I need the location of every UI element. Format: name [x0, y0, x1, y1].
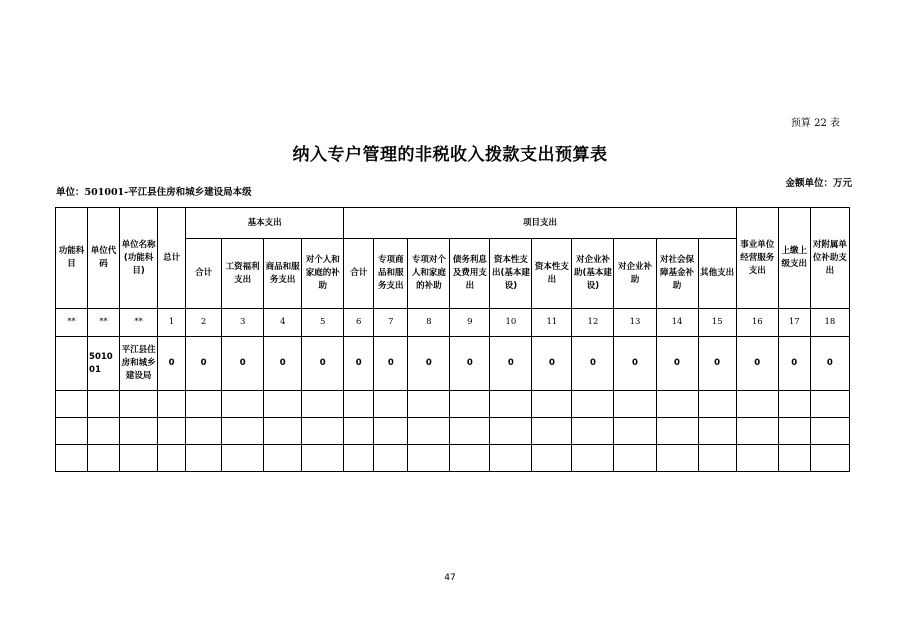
project-col-header: 债务利息及费用支出: [450, 239, 490, 309]
value-cell: 0: [344, 337, 374, 391]
value-cell: 0: [374, 337, 408, 391]
index-cell: 9: [450, 309, 490, 337]
value-cell: 0: [614, 337, 656, 391]
index-cell: 18: [810, 309, 849, 337]
func-cell: [56, 337, 88, 391]
page-title: 纳入专户管理的非税收入拨款支出预算表: [292, 145, 608, 165]
amount-unit-label: 金额单位：万元: [785, 178, 852, 189]
value-cell: 0: [490, 337, 532, 391]
total-header: 总计: [158, 208, 186, 309]
value-cell: 0: [450, 337, 490, 391]
index-cell: 5: [302, 309, 344, 337]
unit-code-header: 单位代码: [88, 208, 120, 309]
budget-table: [55, 207, 850, 472]
index-cell: 7: [374, 309, 408, 337]
index-cell: **: [120, 309, 158, 337]
basic-expenditure-header: 基本支出: [186, 208, 344, 239]
project-col-header: 其他支出: [698, 239, 736, 309]
project-expenditure-header: 项目支出: [344, 208, 736, 239]
index-cell: 8: [408, 309, 450, 337]
header-row-1: [56, 208, 850, 239]
column-index-row: [56, 309, 850, 337]
project-col-header: 资本性支出(基本建设): [490, 239, 532, 309]
empty-row: [56, 418, 850, 445]
index-cell: 17: [778, 309, 810, 337]
index-cell: 10: [490, 309, 532, 337]
form-number: 预算 22 表: [790, 118, 840, 129]
project-col-header: 合计: [344, 239, 374, 309]
value-cell: 0: [778, 337, 810, 391]
business-service-header: 事业单位经营服务支出: [736, 208, 778, 309]
value-cell: 0: [810, 337, 849, 391]
unit-name-cell: 平江县住房和城乡建设局: [120, 337, 158, 391]
index-cell: 2: [186, 309, 222, 337]
index-cell: 14: [656, 309, 698, 337]
empty-row: [56, 391, 850, 418]
basic-col-header: 对个人和家庭的补助: [302, 239, 344, 309]
basic-col-header: 商品和服务支出: [264, 239, 302, 309]
project-col-header: 对企业补助: [614, 239, 656, 309]
index-cell: 6: [344, 309, 374, 337]
project-col-header: 资本性支出: [532, 239, 572, 309]
value-cell: 0: [186, 337, 222, 391]
unit-label: 单位：501001-平江县住房和城乡建设局本级: [56, 187, 252, 198]
index-cell: 11: [532, 309, 572, 337]
value-cell: 0: [698, 337, 736, 391]
basic-col-header: 工资福利支出: [222, 239, 264, 309]
index-cell: 16: [736, 309, 778, 337]
index-cell: **: [56, 309, 88, 337]
index-cell: 12: [572, 309, 614, 337]
empty-row: [56, 445, 850, 472]
value-cell: 0: [408, 337, 450, 391]
value-cell: 0: [656, 337, 698, 391]
func-subject-header: 功能科目: [56, 208, 88, 309]
basic-col-header: 合计: [186, 239, 222, 309]
project-col-header: 对社会保障基金补助: [656, 239, 698, 309]
index-cell: 1: [158, 309, 186, 337]
value-cell: 0: [572, 337, 614, 391]
value-cell: 0: [158, 337, 186, 391]
index-cell: 15: [698, 309, 736, 337]
value-cell: 0: [736, 337, 778, 391]
unit-code-cell: 501001: [88, 337, 120, 391]
index-cell: 3: [222, 309, 264, 337]
value-cell: 0: [532, 337, 572, 391]
value-cell: 0: [222, 337, 264, 391]
index-cell: 13: [614, 309, 656, 337]
value-cell: 0: [264, 337, 302, 391]
upper-payment-header: 上缴上级支出: [778, 208, 810, 309]
value-cell: 0: [302, 337, 344, 391]
project-col-header: 对企业补助(基本建设): [572, 239, 614, 309]
project-col-header: 专项商品和服务支出: [374, 239, 408, 309]
project-col-header: 专项对个人和家庭的补助: [408, 239, 450, 309]
index-cell: **: [88, 309, 120, 337]
page-number: 47: [444, 573, 456, 583]
index-cell: 4: [264, 309, 302, 337]
table-row: [56, 337, 850, 391]
subsidy-header: 对附属单位补助支出: [810, 208, 849, 309]
unit-name-header: 单位名称(功能科目): [120, 208, 158, 309]
